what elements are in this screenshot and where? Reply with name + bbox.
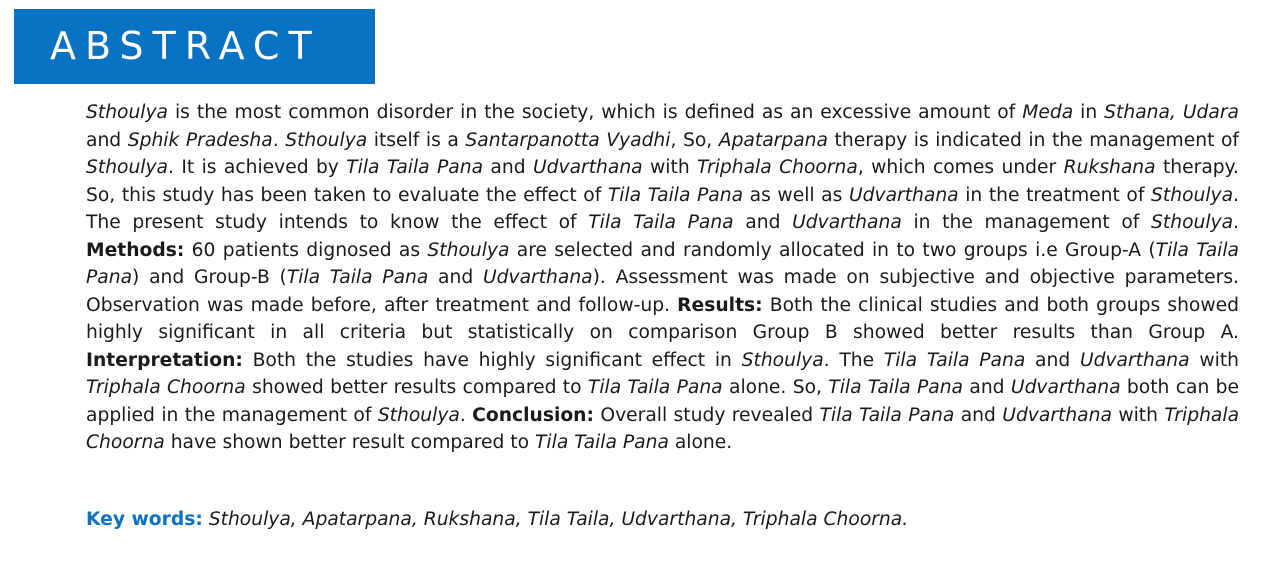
body-text-run: and (1025, 349, 1080, 371)
italic-term: Rukshana (1063, 157, 1156, 178)
italic-term: Tila Taila Pana (346, 157, 484, 178)
body-text-run: Both the studies have highly significant effect in (242, 349, 742, 371)
body-text-run: , So, (670, 129, 719, 151)
body-text-run: and (733, 212, 793, 233)
italic-term: Sthoulya (741, 349, 824, 371)
italic-term: Triphala Choorna (86, 404, 1240, 453)
body-text-run: therapy. So, this study has been taken to evaluate the effect of (86, 157, 1239, 206)
abstract-header-banner (14, 9, 375, 84)
body-text-run: . The present study intends to know the effect of (86, 184, 1239, 233)
italic-term: Tila Taila Pana (286, 267, 429, 288)
italic-term: Sphik Pradesha (127, 129, 273, 151)
italic-term: Udvarthana (532, 157, 643, 178)
italic-term: Tila Taila Pana (86, 239, 1239, 288)
italic-term: Sthoulya (285, 129, 368, 151)
section-label: Results: (677, 294, 763, 316)
italic-term: Udvarthana (792, 212, 902, 233)
italic-term: Udvarthana (1002, 404, 1112, 426)
abstract-heading: ABSTRACT (50, 23, 321, 68)
italic-term: Triphala Choorna (86, 377, 246, 398)
body-text-run: Overall study revealed (593, 404, 820, 426)
keywords-line (86, 506, 1239, 534)
body-text-run: and (428, 267, 483, 288)
body-text-run: . The (823, 349, 884, 371)
italic-term: Tila Taila Pana (819, 404, 955, 426)
body-text-run: as well as (743, 184, 849, 206)
italic-term: Tila Taila Pana (587, 377, 723, 398)
body-text-run: and (86, 129, 128, 151)
body-text-run: 60 patients dignosed as (184, 239, 428, 261)
body-text-run: and (954, 404, 1003, 426)
body-text-run: . (1233, 212, 1240, 233)
italic-term: Apatarpana (718, 129, 828, 151)
body-text-run: with (1111, 404, 1165, 426)
body-text-run: alone. So, (722, 377, 829, 398)
italic-term: Triphala Choorna (697, 157, 858, 178)
italic-term: Sthana, Udara (1104, 102, 1239, 123)
italic-term: Sthoulya (377, 404, 460, 426)
italic-term: Udvarthana (1010, 377, 1121, 398)
italic-term: Sthoulya (1151, 212, 1234, 233)
body-text-run: with (1189, 349, 1239, 371)
body-text-run: is the most common disorder in the society, which is defined as an excessive amount of (168, 102, 1023, 123)
body-text-run: are selected and randomly allocated in to two groups i.e Group-A ( (509, 239, 1156, 261)
italic-term: Meda (1022, 102, 1074, 123)
body-text-run: in (1073, 102, 1105, 123)
body-text-run: in the treatment of (958, 184, 1152, 206)
body-text-run: ). Assessment was made on subjective and objective parameters. Observation was made before, after treatment and follow-up. (86, 267, 1239, 316)
section-label: Interpretation: (86, 349, 243, 371)
italic-term: Udvarthana (1079, 349, 1190, 371)
body-text-run: ) and Group-B ( (132, 267, 287, 288)
italic-term: Sthoulya (86, 157, 169, 178)
italic-term: Tila Taila Pana (828, 377, 964, 398)
section-label: Conclusion: (472, 404, 594, 426)
body-text-run: have shown better result compared to (164, 432, 536, 453)
body-text-run: with (642, 157, 698, 178)
keywords-label: Key words: (86, 509, 203, 530)
italic-term: Udvarthana (848, 184, 959, 206)
keywords-list: Sthoulya, Apatarpana, Rukshana, Tila Taila, Udvarthana, Triphala Choorna. (208, 509, 909, 530)
body-text-run: Both the clinical studies and both groups showed highly significant in all criteria but statistically on comparison Group B showed better results than Group A. (86, 294, 1239, 343)
abstract-body-text (86, 99, 1239, 457)
body-text-run: . It is achieved by (168, 157, 347, 178)
italic-term: Santarpanotta Vyadhi (465, 129, 671, 151)
body-text-run: therapy is indicated in the management of (827, 129, 1239, 151)
italic-term: Tila Taila Pana (535, 432, 669, 453)
italic-term: Tila Taila Pana (883, 349, 1026, 371)
body-text-run: . (459, 404, 473, 426)
body-text-run: itself is a (367, 129, 466, 151)
body-text-run: alone. (668, 432, 733, 453)
italic-term: Tila Taila Pana (607, 184, 744, 206)
body-text-run: , which comes under (857, 157, 1064, 178)
body-text-run: both can be applied in the management of (86, 377, 1239, 426)
italic-term: Udvarthana (482, 267, 593, 288)
body-text-run: showed better results compared to (245, 377, 588, 398)
section-label: Methods: (86, 239, 185, 261)
italic-term: Sthoulya (427, 239, 510, 261)
body-text-run: . (272, 129, 286, 151)
italic-term: Sthoulya (86, 102, 169, 123)
body-text-run: and (483, 157, 533, 178)
body-text-run: in the management of (901, 212, 1152, 233)
italic-term: Tila Taila Pana (588, 212, 734, 233)
italic-term: Sthoulya (1151, 184, 1234, 206)
body-text-run: and (963, 377, 1011, 398)
